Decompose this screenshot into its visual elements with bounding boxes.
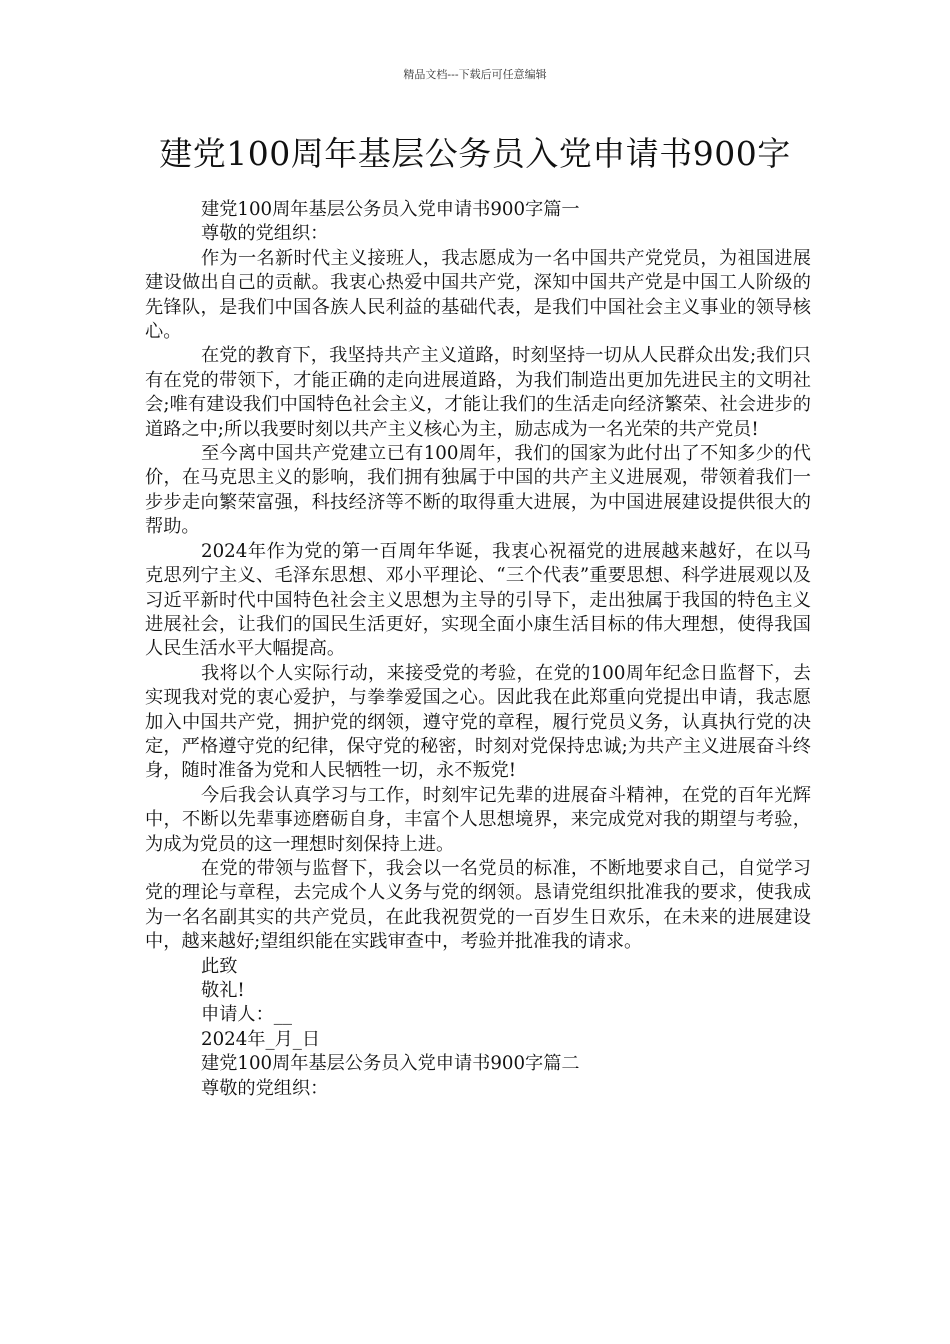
paragraph: 在党的教育下，我坚持共产主义道路，时刻坚持一切从人民群众出发;我们只有在党的带领下，才能正确的走向进展道路，为我们制造出更加先进民主的文明社会;唯有建设我们中国特色社会主义，才能让我们的生活走向经济繁荣、社会进步的道路之中;所以我要时刻以共产主义核心为主，励志成为一名光荣的共产党员! (145, 345, 811, 440)
closing: 此致 (201, 955, 238, 977)
paragraph: 至今离中国共产党建立已有100周年，我们的国家为此付出了不知多少的代价，在马克思主义的影响，我们拥有独属于中国的共产主义进展观，带领着我们一步步走向繁荣富强，科技经济等不断的取得重大进展，为中国进展建设提供很大的帮助。 (145, 443, 811, 538)
paragraph: 在党的带领与监督下，我会以一名党员的标准，不断地要求自己，自觉学习党的理论与章程，去完成个人义务与党的纲领。恳请党组织批准我的要求，使我成为一名名副其实的共产党员，在此我祝贺党的一百岁生日欢乐，在未来的进展建设中，越来越好;望组织能在实践审查中，考验并批准我的请求。 (145, 857, 811, 953)
paragraph: 作为一名新时代主义接班人，我志愿成为一名中国共产党党员，为祖国进展建设做出自己的贡献。我衷心热爱中国共产党，深知中国共产党是中国工人阶级的先锋队，是我们中国各族人民利益的基础代表，是我们中国社会主义事业的领导核心。 (145, 247, 811, 343)
section-title: 建党100周年基层公务员入党申请书900字篇二 (201, 1053, 580, 1075)
header-note: 精品文档---下载后可任意编辑 (403, 68, 547, 81)
document-title: 建党100周年基层公务员入党申请书900字 (159, 134, 791, 173)
date-line: 2024年_月_日 (201, 1028, 321, 1050)
paragraph: 2024年作为党的第一百周年华诞，我衷心祝福党的进展越来越好，在以马克思列宁主义、毛泽东思想、邓小平理论、“三个代表”重要思想、科学进展观以及习近平新时代中国特色社会主义思想为主导的引导下，走出独属于我国的特色主义进展社会，让我们的国民生活更好，实现全面小康生活目标的伟大理想，使得我国人民生活水平大幅提高。 (145, 540, 811, 660)
applicant-line: 申请人：__ (201, 1004, 292, 1026)
paragraph: 今后我会认真学习与工作，时刻牢记先辈的进展奋斗精神，在党的百年光辉中，不断以先辈事迹磨砺自身，丰富个人思想境界，来完成党对我的期望与考验，为成为党员的这一理想时刻保持上进。 (145, 784, 811, 855)
section-title: 建党100周年基层公务员入党申请书900字篇一 (201, 199, 580, 220)
salutation: 尊敬的党组织： (201, 223, 329, 245)
regards: 敬礼! (201, 980, 245, 1001)
paragraph: 我将以个人实际行动，来接受党的考验，在党的100周年纪念日监督下，去实现我对党的衷心爱护，与拳拳爱国之心。因此我在此郑重向党提出申请，我志愿加入中国共产党，拥护党的纲领，遵守党的章程，履行党员义务，认真执行党的决定，严格遵守党的纪律，保守党的秘密，时刻对党保持忠诚;为共产主义进展奋斗终身，随时准备为党和人民牺牲一切，永不叛党! (145, 662, 811, 782)
document-body (145, 198, 811, 1101)
salutation: 尊敬的党组织： (201, 1077, 329, 1099)
